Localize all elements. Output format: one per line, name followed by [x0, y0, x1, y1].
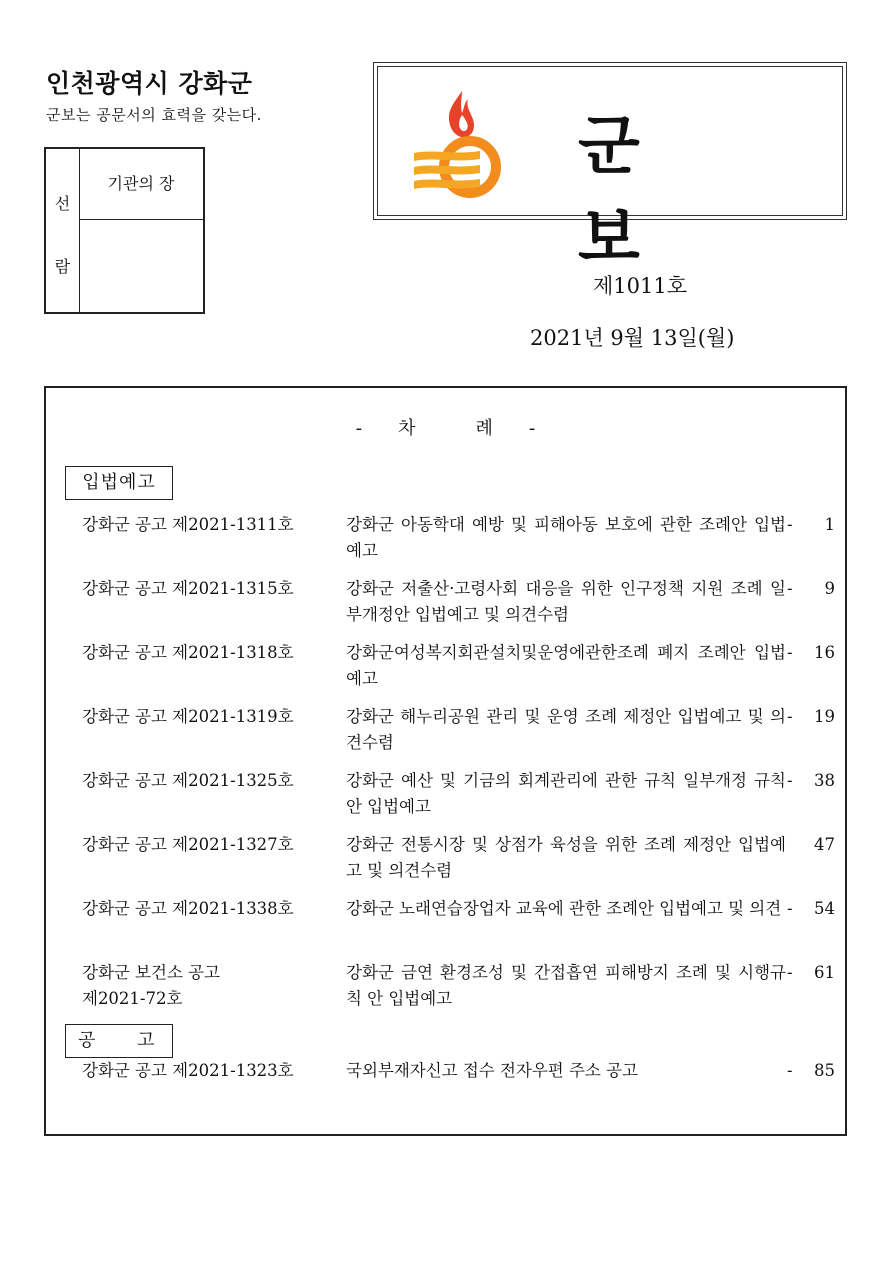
toc-entry-dash: -: [787, 707, 793, 726]
toc-entry-ref: 강화군 공고 제2021-1338호: [82, 899, 294, 918]
issue-number: 제1011호: [593, 274, 688, 298]
circulation-side-bottom: 람: [54, 257, 71, 276]
toc-entry[interactable]: [46, 512, 845, 564]
toc-entry-desc: 국외부재자신고 접수 전자우편 주소 공고: [346, 1061, 638, 1080]
toc-entry-page: 38: [814, 771, 835, 790]
title-banner: [373, 62, 847, 276]
toc-entry[interactable]: [46, 768, 845, 820]
toc-entry-page: 61: [814, 963, 835, 982]
toc-title-dash-right: -: [528, 418, 536, 439]
toc-entry-page: 9: [824, 579, 835, 598]
circulation-side-top: 선: [54, 194, 71, 213]
toc-entry[interactable]: [46, 576, 845, 628]
toc-entry-desc: 강화군 해누리공원 관리 및 운영 조례 제정안 입법예고 및 의견수렴: [346, 707, 786, 752]
toc-entry-ref: 강화군 공고 제2021-1327호: [82, 835, 294, 854]
toc-entry-dash: -: [787, 963, 793, 982]
toc-entry-dash: -: [787, 643, 793, 662]
circulation-box: [44, 147, 205, 314]
section-label-public-notice: 공 고: [65, 1024, 173, 1058]
toc-entry-desc: 강화군 노래연습장업자 교육에 관한 조례안 입법예고 및 의견: [346, 899, 782, 918]
circulation-head-label: 기관의 장: [79, 149, 203, 220]
toc-entry-desc: 강화군 전통시장 및 상점가 육성을 위한 조례 제정안 입법예고 및 의견수렴: [346, 835, 786, 880]
toc-entry-page: 47: [814, 835, 835, 854]
toc-entry[interactable]: [46, 1058, 845, 1110]
toc-entry-dash: -: [787, 515, 793, 534]
toc-entry-desc: 강화군 예산 및 기금의 회계관리에 관한 규칙 일부개정 규칙안 입법예고: [346, 771, 786, 816]
toc-entry-page: 54: [814, 899, 835, 918]
bulletin-title: 군 보: [578, 109, 730, 276]
toc-title-char-1: 차: [398, 418, 416, 439]
circulation-side: [46, 149, 80, 312]
toc-entry-desc: 강화군 아동학대 예방 및 피해아동 보호에 관한 조례안 입법예고: [346, 515, 786, 560]
toc-entry-dash: -: [787, 579, 793, 598]
toc-entry-page: 85: [814, 1061, 835, 1080]
toc-entry-desc: 강화군여성복지회관설치및운영에관한조례 폐지 조례안 입법예고: [346, 643, 786, 688]
toc-entry-dash: -: [787, 1061, 793, 1080]
county-emblem-icon: [410, 89, 510, 199]
toc-entry-page: 1: [824, 515, 835, 534]
government-name: 인천광역시 강화군: [46, 69, 253, 98]
toc-title-char-2: 례: [475, 418, 493, 439]
toc-entry-ref: 강화군 공고 제2021-1325호: [82, 771, 294, 790]
toc-entry-desc: 강화군 금연 환경조성 및 간접흡연 피해방지 조례 및 시행규칙 안 입법예고: [346, 963, 786, 1008]
toc-entry-ref: 강화군 공고 제2021-1311호: [82, 515, 294, 534]
toc-title: [46, 414, 845, 440]
toc-entry-ref: 강화군 보건소 공고 제2021-72호: [82, 963, 221, 1008]
toc-entry[interactable]: [46, 704, 845, 756]
toc-entry[interactable]: [46, 960, 845, 1012]
issue-date: 2021년 9월 13일(월): [530, 326, 735, 350]
section-label-legislative-notice: 입법예고: [65, 466, 173, 500]
toc-entry-ref: 강화군 공고 제2021-1318호: [82, 643, 294, 662]
toc-entry-dash: -: [787, 771, 793, 790]
toc-entry-ref: 강화군 공고 제2021-1323호: [82, 1061, 294, 1080]
toc-entry-dash: -: [787, 899, 793, 918]
toc-entry[interactable]: [46, 640, 845, 692]
toc-entry[interactable]: [46, 832, 845, 884]
toc-entry-desc: 강화군 저출산·고령사회 대응을 위한 인구정책 지원 조례 일부개정안 입법예고 및 의견수렴: [346, 579, 786, 624]
toc-entry-page: 16: [814, 643, 835, 662]
table-of-contents: [44, 386, 847, 1136]
toc-title-dash-left: -: [355, 418, 363, 439]
toc-entry[interactable]: [46, 896, 845, 948]
toc-entry-ref: 강화군 공고 제2021-1315호: [82, 579, 294, 598]
toc-entry-page: 19: [814, 707, 835, 726]
bulletin-subtitle: 군보는 공문서의 효력을 갖는다.: [46, 106, 262, 124]
toc-entry-ref: 강화군 공고 제2021-1319호: [82, 707, 294, 726]
